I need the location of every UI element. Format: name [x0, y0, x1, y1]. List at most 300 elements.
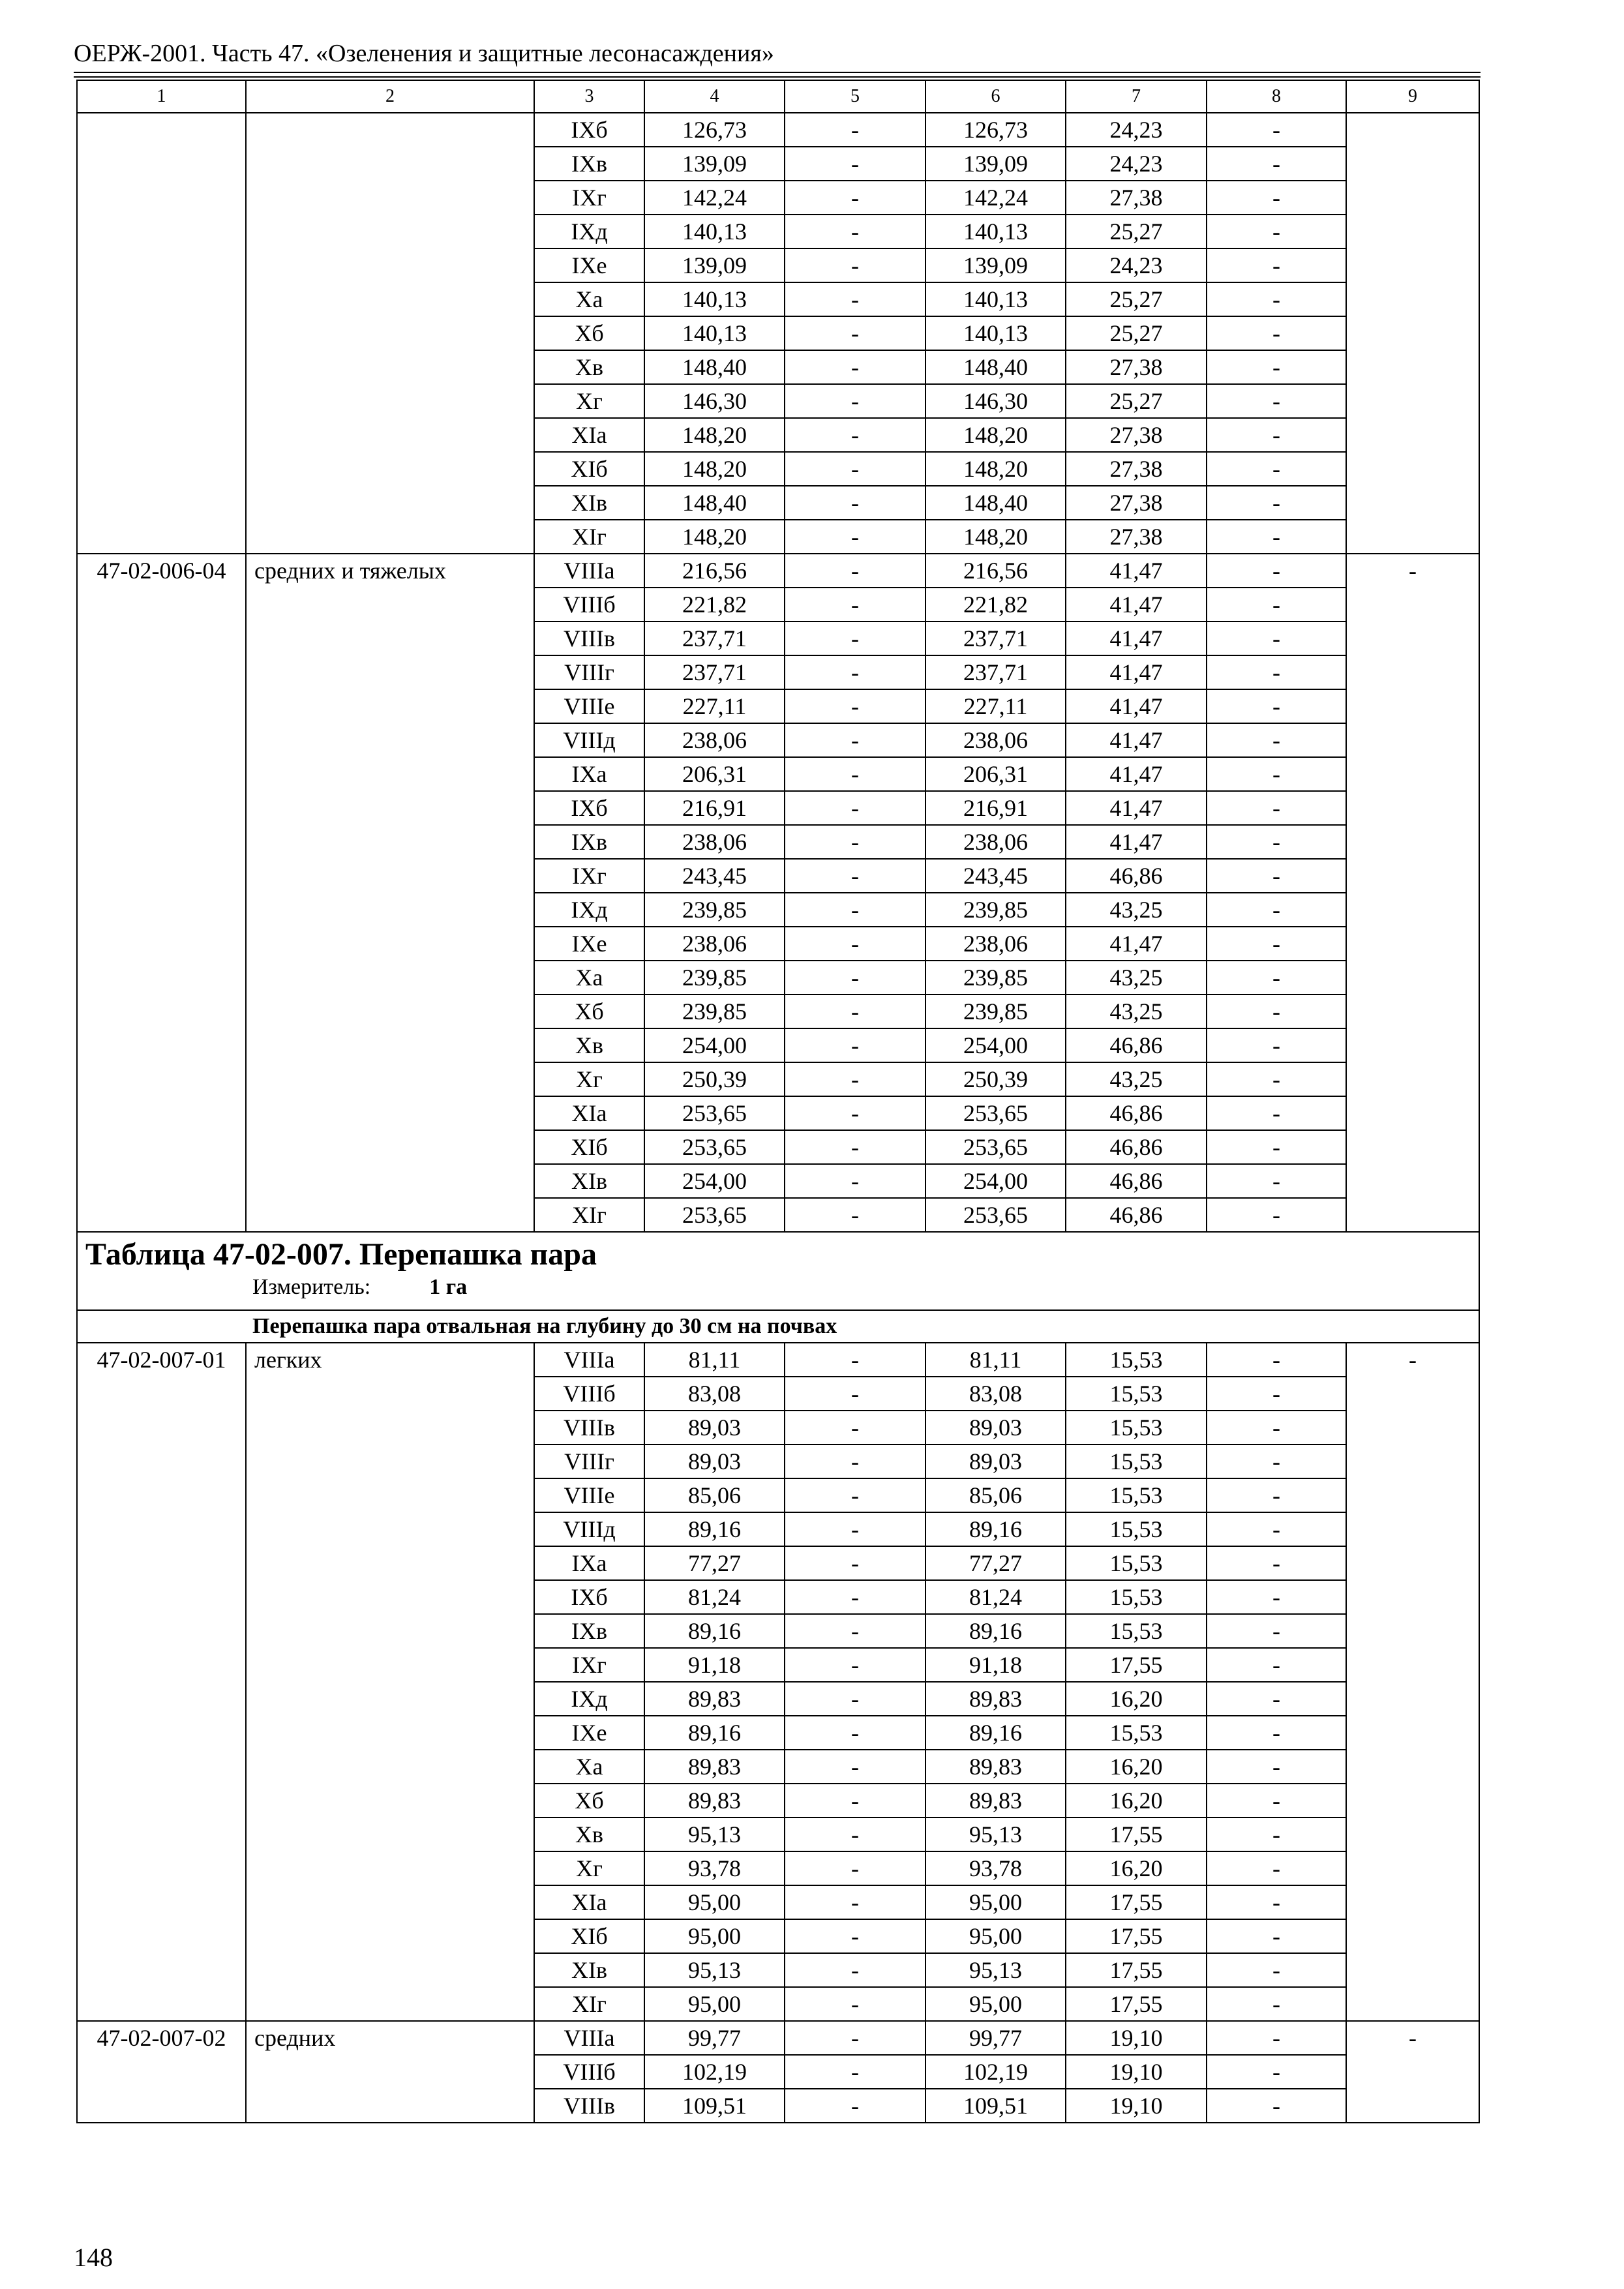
value-cell: 148,20 — [925, 452, 1066, 486]
value-cell: - — [1207, 689, 1346, 723]
value-cell: - — [1207, 825, 1346, 859]
value-cell: - — [1207, 147, 1346, 181]
value-cell: - — [1207, 2089, 1346, 2123]
value-cell: - — [1207, 757, 1346, 791]
soil-category: VIIIб — [534, 1377, 644, 1411]
value-cell: - — [1207, 1750, 1346, 1784]
value-cell: - — [785, 316, 925, 350]
empty-name-cell — [246, 113, 534, 554]
value-cell: - — [785, 1062, 925, 1096]
soil-category: IXе — [534, 1716, 644, 1750]
value-cell: 15,53 — [1066, 1512, 1207, 1546]
empty-col9-cell — [1346, 113, 1479, 554]
value-cell: 239,85 — [925, 893, 1066, 927]
value-cell: 237,71 — [644, 621, 785, 655]
value-cell: - — [1207, 1818, 1346, 1851]
page-header-title: ОЕРЖ-2001. Часть 47. «Озеленения и защитные лесонасаждения» — [74, 40, 774, 67]
value-cell: 237,71 — [925, 655, 1066, 689]
soil-category: IXе — [534, 248, 644, 282]
value-cell: - — [1207, 215, 1346, 248]
value-cell: - — [785, 1885, 925, 1919]
value-cell: - — [1207, 1062, 1346, 1096]
value-cell: 216,91 — [644, 791, 785, 825]
value-cell: 24,23 — [1066, 147, 1207, 181]
value-cell: 41,47 — [1066, 723, 1207, 757]
value-cell: 15,53 — [1066, 1343, 1207, 1377]
soil-category: Xа — [534, 282, 644, 316]
soil-category: XIв — [534, 486, 644, 520]
value-cell: - — [785, 520, 925, 554]
value-cell: 95,00 — [925, 1987, 1066, 2021]
value-cell: 17,55 — [1066, 1987, 1207, 2021]
value-cell: - — [785, 1682, 925, 1716]
value-cell: 148,20 — [644, 418, 785, 452]
value-cell: - — [785, 1750, 925, 1784]
value-cell: - — [785, 1512, 925, 1546]
value-cell: 27,38 — [1066, 181, 1207, 215]
soil-category: VIIIа — [534, 1343, 644, 1377]
value-cell: 126,73 — [644, 113, 785, 147]
value-cell: - — [1207, 621, 1346, 655]
value-cell: 17,55 — [1066, 1885, 1207, 1919]
soil-category: XIа — [534, 1096, 644, 1130]
soil-category: VIIIе — [534, 689, 644, 723]
value-cell: 140,13 — [925, 215, 1066, 248]
value-cell: 17,55 — [1066, 1919, 1207, 1953]
soil-category: VIIIг — [534, 655, 644, 689]
soil-category: IXа — [534, 757, 644, 791]
soil-category: VIIIб — [534, 588, 644, 621]
value-cell: 102,19 — [925, 2055, 1066, 2089]
value-cell: - — [1207, 1130, 1346, 1164]
value-cell: 89,83 — [925, 1682, 1066, 1716]
value-cell: 25,27 — [1066, 215, 1207, 248]
rates-table — [76, 80, 1480, 2123]
value-cell: 148,20 — [644, 520, 785, 554]
value-cell: 126,73 — [925, 113, 1066, 147]
value-cell: 15,53 — [1066, 1478, 1207, 1512]
soil-category: VIIIг — [534, 1444, 644, 1478]
column-number: 3 — [534, 80, 644, 113]
soil-category: IXб — [534, 791, 644, 825]
soil-category: VIIIд — [534, 1512, 644, 1546]
value-cell: 239,85 — [644, 961, 785, 995]
soil-category: Xв — [534, 350, 644, 384]
value-cell: - — [785, 1818, 925, 1851]
soil-category: VIIIа — [534, 554, 644, 588]
col9-value: - — [1346, 1343, 1479, 2021]
value-cell: 77,27 — [644, 1546, 785, 1580]
soil-category: XIа — [534, 418, 644, 452]
value-cell: - — [1207, 1411, 1346, 1444]
value-cell: 89,16 — [925, 1716, 1066, 1750]
soil-category: Xа — [534, 1750, 644, 1784]
soil-category: XIг — [534, 1198, 644, 1232]
soil-category: XIб — [534, 1919, 644, 1953]
value-cell: - — [785, 384, 925, 418]
soil-category: Xб — [534, 1784, 644, 1818]
value-cell: - — [785, 215, 925, 248]
value-cell: 16,20 — [1066, 1851, 1207, 1885]
value-cell: 15,53 — [1066, 1580, 1207, 1614]
value-cell: - — [1207, 1784, 1346, 1818]
value-cell: - — [1207, 1580, 1346, 1614]
value-cell: 140,13 — [925, 282, 1066, 316]
value-cell: - — [1207, 1987, 1346, 2021]
value-cell: 81,11 — [644, 1343, 785, 1377]
value-cell: 239,85 — [644, 995, 785, 1028]
value-cell: - — [785, 1716, 925, 1750]
value-cell: 146,30 — [925, 384, 1066, 418]
value-cell: - — [1207, 927, 1346, 961]
value-cell: 109,51 — [644, 2089, 785, 2123]
value-cell: - — [785, 621, 925, 655]
value-cell: 227,11 — [644, 689, 785, 723]
value-cell: - — [1207, 1716, 1346, 1750]
header-rule-bottom — [74, 76, 1481, 78]
value-cell: - — [785, 1987, 925, 2021]
value-cell: 43,25 — [1066, 893, 1207, 927]
value-cell: 27,38 — [1066, 486, 1207, 520]
soil-category: VIIIв — [534, 621, 644, 655]
value-cell: - — [1207, 418, 1346, 452]
soil-category: IXг — [534, 1648, 644, 1682]
value-cell: - — [785, 655, 925, 689]
value-cell: - — [785, 1919, 925, 1953]
value-cell: 85,06 — [644, 1478, 785, 1512]
value-cell: 16,20 — [1066, 1682, 1207, 1716]
value-cell: 89,16 — [644, 1614, 785, 1648]
value-cell: - — [1207, 893, 1346, 927]
value-cell: 41,47 — [1066, 655, 1207, 689]
value-cell: 142,24 — [925, 181, 1066, 215]
soil-category: VIIIб — [534, 2055, 644, 2089]
value-cell: - — [785, 1343, 925, 1377]
value-cell: - — [1207, 316, 1346, 350]
value-cell: 19,10 — [1066, 2089, 1207, 2123]
value-cell: - — [1207, 520, 1346, 554]
value-cell: - — [785, 181, 925, 215]
value-cell: - — [1207, 1851, 1346, 1885]
value-cell: - — [785, 757, 925, 791]
column-number: 1 — [77, 80, 246, 113]
unit-label: Измеритель: — [252, 1275, 371, 1299]
soil-category: VIIIв — [534, 1411, 644, 1444]
soil-category: IXа — [534, 1546, 644, 1580]
value-cell: - — [1207, 723, 1346, 757]
soil-category: IXб — [534, 113, 644, 147]
value-cell: - — [1207, 1614, 1346, 1648]
value-cell: - — [1207, 1648, 1346, 1682]
value-cell: 238,06 — [644, 825, 785, 859]
soil-category: VIIIд — [534, 723, 644, 757]
value-cell: 41,47 — [1066, 825, 1207, 859]
value-cell: - — [1207, 350, 1346, 384]
value-cell: 95,13 — [644, 1818, 785, 1851]
value-cell: 89,16 — [644, 1716, 785, 1750]
value-cell: 17,55 — [1066, 1953, 1207, 1987]
column-number: 8 — [1207, 80, 1346, 113]
value-cell: 15,53 — [1066, 1546, 1207, 1580]
value-cell: 148,20 — [644, 452, 785, 486]
soil-category: XIв — [534, 1164, 644, 1198]
value-cell: - — [785, 1130, 925, 1164]
value-cell: 41,47 — [1066, 554, 1207, 588]
value-cell: - — [785, 791, 925, 825]
value-cell: - — [785, 2021, 925, 2055]
value-cell: - — [785, 961, 925, 995]
soil-category: XIб — [534, 452, 644, 486]
value-cell: 139,09 — [925, 147, 1066, 181]
soil-category: Xв — [534, 1028, 644, 1062]
soil-category: XIв — [534, 1953, 644, 1987]
column-number-row — [77, 80, 1479, 113]
soil-category: Xб — [534, 995, 644, 1028]
column-number: 2 — [246, 80, 534, 113]
value-cell: - — [1207, 1164, 1346, 1198]
value-cell: - — [1207, 1546, 1346, 1580]
value-cell: - — [785, 1096, 925, 1130]
value-cell: 250,39 — [644, 1062, 785, 1096]
value-cell: 15,53 — [1066, 1716, 1207, 1750]
table-row — [77, 554, 1479, 588]
value-cell: 253,65 — [644, 1096, 785, 1130]
soil-category: Xв — [534, 1818, 644, 1851]
value-cell: 41,47 — [1066, 588, 1207, 621]
value-cell: 148,40 — [925, 486, 1066, 520]
value-cell: 148,40 — [644, 350, 785, 384]
value-cell: 95,13 — [925, 1953, 1066, 1987]
value-cell: 25,27 — [1066, 282, 1207, 316]
value-cell: 89,16 — [925, 1512, 1066, 1546]
soil-category: IXг — [534, 859, 644, 893]
value-cell: 85,06 — [925, 1478, 1066, 1512]
value-cell: 19,10 — [1066, 2055, 1207, 2089]
value-cell: - — [1207, 588, 1346, 621]
value-cell: 24,23 — [1066, 248, 1207, 282]
value-cell: 95,00 — [925, 1919, 1066, 1953]
value-cell: 15,53 — [1066, 1444, 1207, 1478]
value-cell: 253,65 — [925, 1130, 1066, 1164]
value-cell: 206,31 — [644, 757, 785, 791]
value-cell: 238,06 — [925, 723, 1066, 757]
value-cell: 93,78 — [925, 1851, 1066, 1885]
value-cell: - — [1207, 113, 1346, 147]
value-cell: - — [1207, 1096, 1346, 1130]
value-cell: 15,53 — [1066, 1614, 1207, 1648]
value-cell: - — [785, 1953, 925, 1987]
value-cell: 41,47 — [1066, 757, 1207, 791]
value-cell: 25,27 — [1066, 316, 1207, 350]
value-cell: 46,86 — [1066, 1028, 1207, 1062]
value-cell: 238,06 — [644, 723, 785, 757]
value-cell: 89,03 — [925, 1411, 1066, 1444]
value-cell: - — [1207, 995, 1346, 1028]
value-cell: - — [785, 350, 925, 384]
value-cell: 91,18 — [644, 1648, 785, 1682]
value-cell: 89,83 — [644, 1750, 785, 1784]
value-cell: - — [785, 486, 925, 520]
soil-category: IXб — [534, 1580, 644, 1614]
value-cell: 206,31 — [925, 757, 1066, 791]
value-cell: - — [1207, 1028, 1346, 1062]
value-cell: - — [785, 1444, 925, 1478]
soil-category: IXв — [534, 825, 644, 859]
value-cell: 83,08 — [925, 1377, 1066, 1411]
value-cell: 140,13 — [925, 316, 1066, 350]
value-cell: 139,09 — [644, 147, 785, 181]
value-cell: 238,06 — [925, 927, 1066, 961]
col9-value: - — [1346, 554, 1479, 1232]
value-cell: 89,16 — [644, 1512, 785, 1546]
value-cell: 254,00 — [644, 1164, 785, 1198]
value-cell: - — [785, 1784, 925, 1818]
value-cell: 253,65 — [644, 1130, 785, 1164]
table-row — [77, 2021, 1479, 2055]
value-cell: 89,83 — [925, 1750, 1066, 1784]
value-cell: 81,24 — [644, 1580, 785, 1614]
value-cell: 43,25 — [1066, 1062, 1207, 1096]
value-cell: - — [785, 1028, 925, 1062]
value-cell: 91,18 — [925, 1648, 1066, 1682]
value-cell: - — [785, 1580, 925, 1614]
value-cell: - — [785, 1614, 925, 1648]
table-title-cell — [77, 1232, 1479, 1310]
rate-code: 47-02-006-04 — [77, 554, 246, 1232]
value-cell: - — [1207, 1512, 1346, 1546]
value-cell: - — [1207, 2021, 1346, 2055]
value-cell: 253,65 — [644, 1198, 785, 1232]
value-cell: 139,09 — [925, 248, 1066, 282]
column-number: 9 — [1346, 80, 1479, 113]
value-cell: - — [1207, 655, 1346, 689]
value-cell: 89,03 — [925, 1444, 1066, 1478]
soil-category: Xг — [534, 1062, 644, 1096]
value-cell: 16,20 — [1066, 1750, 1207, 1784]
value-cell: - — [785, 689, 925, 723]
table-row — [77, 113, 1479, 147]
value-cell: 146,30 — [644, 384, 785, 418]
value-cell: 43,25 — [1066, 961, 1207, 995]
value-cell: - — [785, 1164, 925, 1198]
value-cell: - — [785, 554, 925, 588]
value-cell: - — [1207, 1478, 1346, 1512]
column-number: 4 — [644, 80, 785, 113]
value-cell: 227,11 — [925, 689, 1066, 723]
value-cell: - — [785, 452, 925, 486]
value-cell: 221,82 — [644, 588, 785, 621]
value-cell: 216,91 — [925, 791, 1066, 825]
soil-category: IXд — [534, 893, 644, 927]
soil-category: IXд — [534, 1682, 644, 1716]
value-cell: - — [785, 588, 925, 621]
value-cell: - — [1207, 1919, 1346, 1953]
value-cell: - — [785, 825, 925, 859]
soil-category: Xа — [534, 961, 644, 995]
value-cell: 142,24 — [644, 181, 785, 215]
value-cell: - — [1207, 1343, 1346, 1377]
value-cell: - — [785, 1198, 925, 1232]
value-cell: 243,45 — [644, 859, 785, 893]
soil-category: XIг — [534, 520, 644, 554]
value-cell: 237,71 — [644, 655, 785, 689]
value-cell: - — [785, 995, 925, 1028]
value-cell: - — [1207, 1885, 1346, 1919]
table-title-row — [77, 1232, 1479, 1310]
value-cell: 99,77 — [925, 2021, 1066, 2055]
value-cell: 81,24 — [925, 1580, 1066, 1614]
value-cell: 95,13 — [925, 1818, 1066, 1851]
value-cell: 95,00 — [925, 1885, 1066, 1919]
value-cell: 89,03 — [644, 1411, 785, 1444]
value-cell: 148,40 — [925, 350, 1066, 384]
value-cell: 238,06 — [925, 825, 1066, 859]
soil-category: XIа — [534, 1885, 644, 1919]
value-cell: 89,16 — [925, 1614, 1066, 1648]
value-cell: - — [785, 147, 925, 181]
work-description: Перепашка пара отвальная на глубину до 30 см на почвах — [77, 1310, 1479, 1343]
rate-name: средних и тяжелых — [246, 554, 534, 1232]
value-cell: 148,40 — [644, 486, 785, 520]
value-cell: 27,38 — [1066, 520, 1207, 554]
value-cell: 221,82 — [925, 588, 1066, 621]
value-cell: 243,45 — [925, 859, 1066, 893]
value-cell: 216,56 — [925, 554, 1066, 588]
value-cell: 41,47 — [1066, 621, 1207, 655]
value-cell: - — [1207, 282, 1346, 316]
value-cell: - — [1207, 859, 1346, 893]
value-cell: 17,55 — [1066, 1818, 1207, 1851]
value-cell: 140,13 — [644, 282, 785, 316]
rate-code: 47-02-007-01 — [77, 1343, 246, 2021]
value-cell: 16,20 — [1066, 1784, 1207, 1818]
value-cell: 41,47 — [1066, 791, 1207, 825]
soil-category: XIг — [534, 1987, 644, 2021]
table-row — [77, 1343, 1479, 1377]
value-cell: - — [1207, 452, 1346, 486]
value-cell: 254,00 — [644, 1028, 785, 1062]
value-cell: 77,27 — [925, 1546, 1066, 1580]
value-cell: - — [1207, 384, 1346, 418]
value-cell: - — [785, 418, 925, 452]
value-cell: 81,11 — [925, 1343, 1066, 1377]
value-cell: 95,13 — [644, 1953, 785, 1987]
value-cell: 93,78 — [644, 1851, 785, 1885]
soil-category: VIIIе — [534, 1478, 644, 1512]
value-cell: 27,38 — [1066, 452, 1207, 486]
value-cell: - — [1207, 961, 1346, 995]
value-cell: 27,38 — [1066, 418, 1207, 452]
value-cell: 89,83 — [925, 1784, 1066, 1818]
value-cell: 95,00 — [644, 1987, 785, 2021]
value-cell: 46,86 — [1066, 1198, 1207, 1232]
header-rule-top — [74, 72, 1481, 73]
value-cell: 89,83 — [644, 1682, 785, 1716]
value-cell: 239,85 — [925, 995, 1066, 1028]
value-cell: 148,20 — [925, 520, 1066, 554]
value-cell: 41,47 — [1066, 689, 1207, 723]
value-cell: 19,10 — [1066, 2021, 1207, 2055]
column-number: 5 — [785, 80, 925, 113]
value-cell: - — [785, 1377, 925, 1411]
soil-category: Xб — [534, 316, 644, 350]
value-cell: - — [785, 248, 925, 282]
rate-code: 47-02-007-02 — [77, 2021, 246, 2123]
value-cell: 102,19 — [644, 2055, 785, 2089]
value-cell: - — [1207, 2055, 1346, 2089]
value-cell: 46,86 — [1066, 1164, 1207, 1198]
value-cell: 15,53 — [1066, 1411, 1207, 1444]
